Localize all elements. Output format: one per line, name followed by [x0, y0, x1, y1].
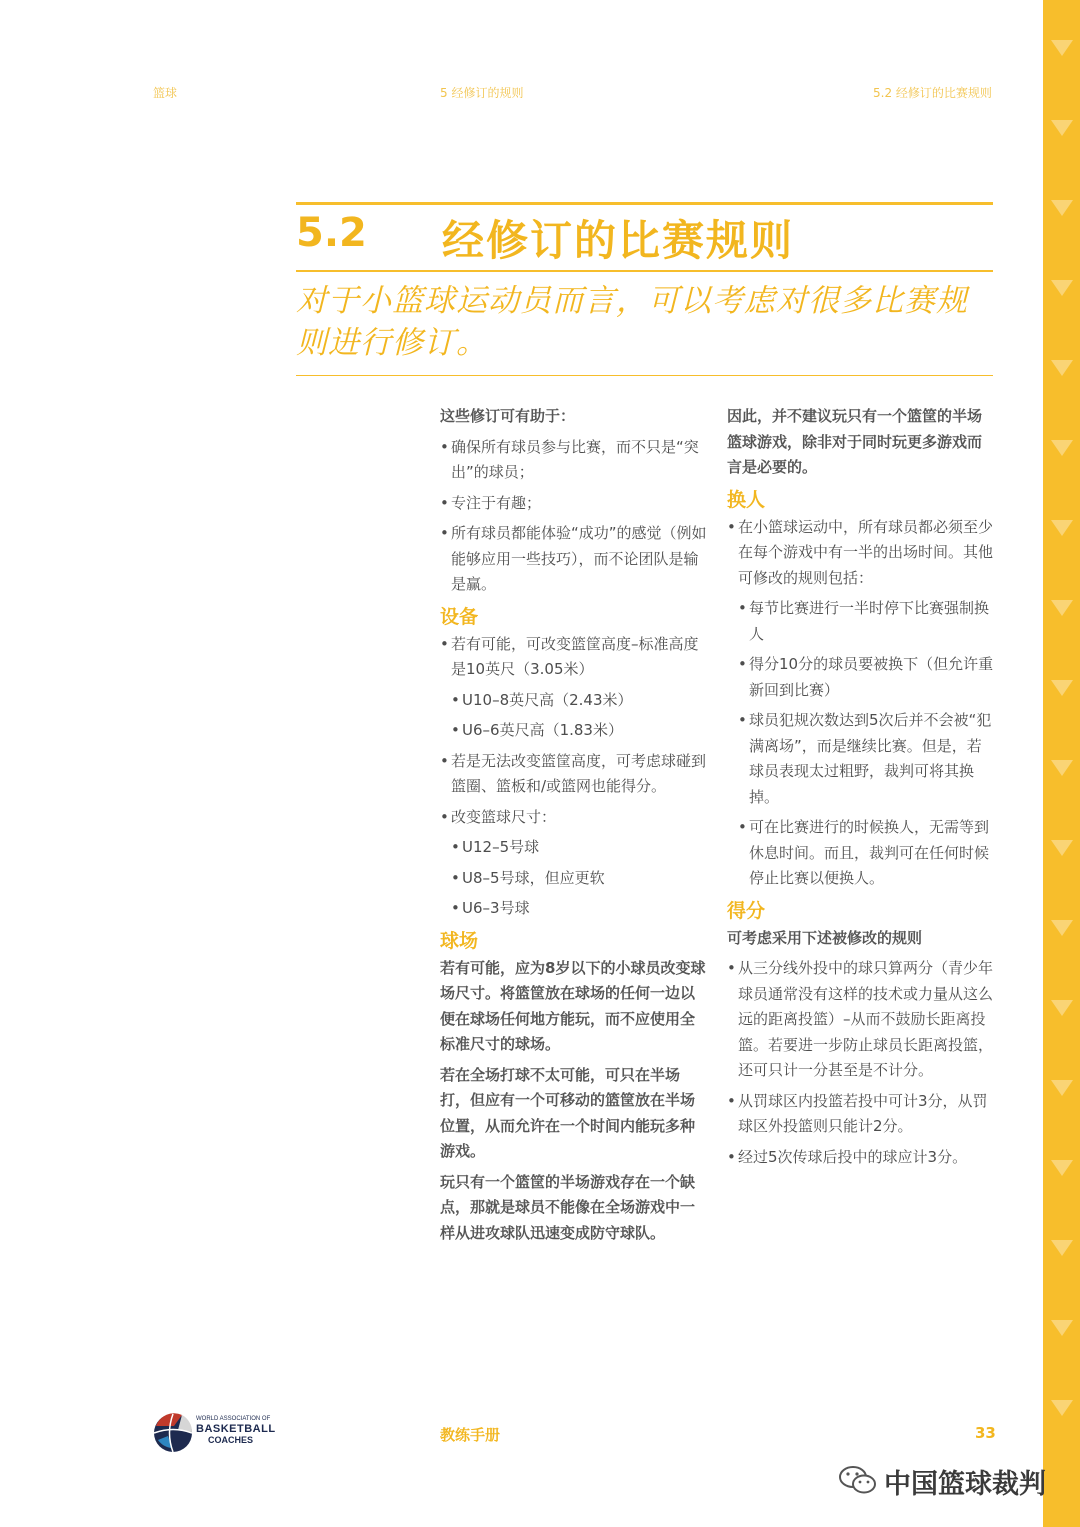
list-item: • 从罚球区内投篮若投中可计3分，从罚球区外投篮则只能计2分。: [727, 1089, 995, 1140]
triangle-decor: [1051, 520, 1073, 536]
equipment-heading: 设备: [440, 605, 479, 628]
sub-list-item: • 得分10分的球员要被换下（但允许重新回到比赛）: [727, 652, 995, 703]
footer-title: 教练手册: [440, 1426, 501, 1444]
substitution-heading: 换人: [727, 488, 766, 511]
triangle-decor: [1051, 360, 1073, 376]
sub-list-item: • 每节比赛进行一半时停下比赛强制换人: [727, 596, 995, 647]
triangle-decor: [1051, 1160, 1073, 1176]
triangle-decor: [1051, 40, 1073, 56]
left-column: [440, 404, 708, 1251]
right-column: [727, 404, 995, 1175]
right-intro-text: 因此，并不建议玩只有一个篮筐的半场篮球游戏，除非对于同时玩更多游戏而言是必要的。: [727, 407, 983, 476]
court-paragraph: 若有可能，应为8岁以下的小球员改变球场尺寸。将篮筐放在球场的任何一边以便在球场任何地方能玩，而不应使用全标准尺寸的球场。: [440, 958, 706, 1053]
sub-list-item: • U12–5号球: [440, 835, 708, 861]
scoring-intro: 可考虑采用下述被修改的规则: [727, 928, 923, 947]
section-title: 经修订的比赛规则: [442, 216, 795, 265]
triangle-decor: [1051, 1000, 1073, 1016]
sub-list-item: • U10–8英尺高（2.43米）: [440, 688, 708, 714]
basketball-globe-icon: [152, 1412, 194, 1454]
list-item: • 所有球员都能体验“成功”的感觉（例如能够应用一些技巧），而不论团队是输是赢。: [440, 521, 708, 598]
side-band: [1043, 0, 1080, 1527]
wabc-logo: [152, 1412, 292, 1456]
triangle-decor: [1051, 920, 1073, 936]
logo-wordmark: [196, 1416, 296, 1445]
list-item: • 若是无法改变篮筐高度，可考虑球碰到篮圈、篮板和/或篮网也能得分。: [440, 749, 708, 800]
scoring-list: [727, 956, 995, 1170]
substitution-list: [727, 515, 995, 892]
equipment-list: [440, 632, 708, 922]
list-item: • 若有可能，可改变篮筐高度–标准高度是10英尺（3.05米）: [440, 632, 708, 683]
list-item: • 经过5次传球后投中的球应计3分。: [727, 1145, 995, 1171]
wechat-icon: [838, 1464, 878, 1496]
sub-list-item: • U8–5号球，但应更软: [440, 866, 708, 892]
triangle-decor: [1051, 680, 1073, 696]
triangle-decor: [1051, 120, 1073, 136]
triangle-decor: [1051, 280, 1073, 296]
subtitle-rule: [296, 375, 993, 376]
logo-line-1: WORLD ASSOCIATION OF: [196, 1416, 271, 1422]
section-number: 5.2: [296, 210, 367, 256]
heading-rule-middle: [296, 270, 993, 272]
page-number: 33: [975, 1424, 996, 1442]
heading-rule-top: [296, 202, 993, 205]
intro-text: 这些修订可有助于：: [440, 407, 576, 425]
sub-list-item: • U6–3号球: [440, 896, 708, 922]
triangle-decor: [1051, 440, 1073, 456]
running-header-left: 篮球: [153, 86, 178, 100]
triangle-decor: [1051, 1400, 1073, 1416]
triangle-decor: [1051, 1080, 1073, 1096]
sub-list-item: • 球员犯规次数达到5次后并不会被“犯满离场”，而是继续比赛。但是，若球员表现太过粗野，裁判可将其换掉。: [727, 708, 995, 810]
scoring-heading: 得分: [727, 899, 766, 922]
triangle-decor: [1051, 1320, 1073, 1336]
logo-line-2: BASKETBALL: [196, 1423, 276, 1435]
list-item: • 专注于有趣；: [440, 491, 708, 517]
list-item: • 从三分线外投中的球只算两分（青少年球员通常没有这样的技术或力量从这么远的距离投篮）–从而不鼓励长距离投篮。若要进一步防止球员长距离投篮，还可只计一分甚至是不计分。: [727, 956, 995, 1084]
running-header-right: 5.2 经修订的比赛规则: [873, 86, 992, 100]
triangle-decor: [1051, 840, 1073, 856]
court-heading: 球场: [440, 929, 479, 952]
sub-list-item: • U6–6英尺高（1.83米）: [440, 718, 708, 744]
watermark-text: 中国篮球裁判: [884, 1469, 1046, 1500]
court-paragraph: 玩只有一个篮筐的半场游戏存在一个缺点，那就是球员不能像在全场游戏中一样从进攻球队迅速变成防守球队。: [440, 1172, 696, 1242]
intro-list: [440, 435, 708, 598]
list-item: • 在小篮球运动中，所有球员都必须至少在每个游戏中有一半的出场时间。其他可修改的规则包括：: [727, 515, 995, 592]
court-paragraph: 若在全场打球不太可能，可只在半场打，但应有一个可移动的篮筐放在半场位置，从而允许在一个时间内能玩多种游戏。: [440, 1065, 696, 1160]
list-item: • 改变篮球尺寸：: [440, 805, 708, 831]
triangle-decor: [1051, 200, 1073, 216]
running-header-center: 5 经修订的规则: [440, 86, 524, 100]
list-item: • 确保所有球员参与比赛，而不只是“突出”的球员；: [440, 435, 708, 486]
section-subtitle: 对于小篮球运动员而言，可以考虑对很多比赛规则进行修订。: [296, 283, 968, 361]
triangle-decor: [1051, 1240, 1073, 1256]
logo-line-3: COACHES: [208, 1435, 254, 1445]
triangle-decor: [1051, 600, 1073, 616]
triangle-decor: [1051, 760, 1073, 776]
sub-list-item: • 可在比赛进行的时候换人，无需等到休息时间。而且，裁判可在任何时候停止比赛以便换人。: [727, 815, 995, 892]
